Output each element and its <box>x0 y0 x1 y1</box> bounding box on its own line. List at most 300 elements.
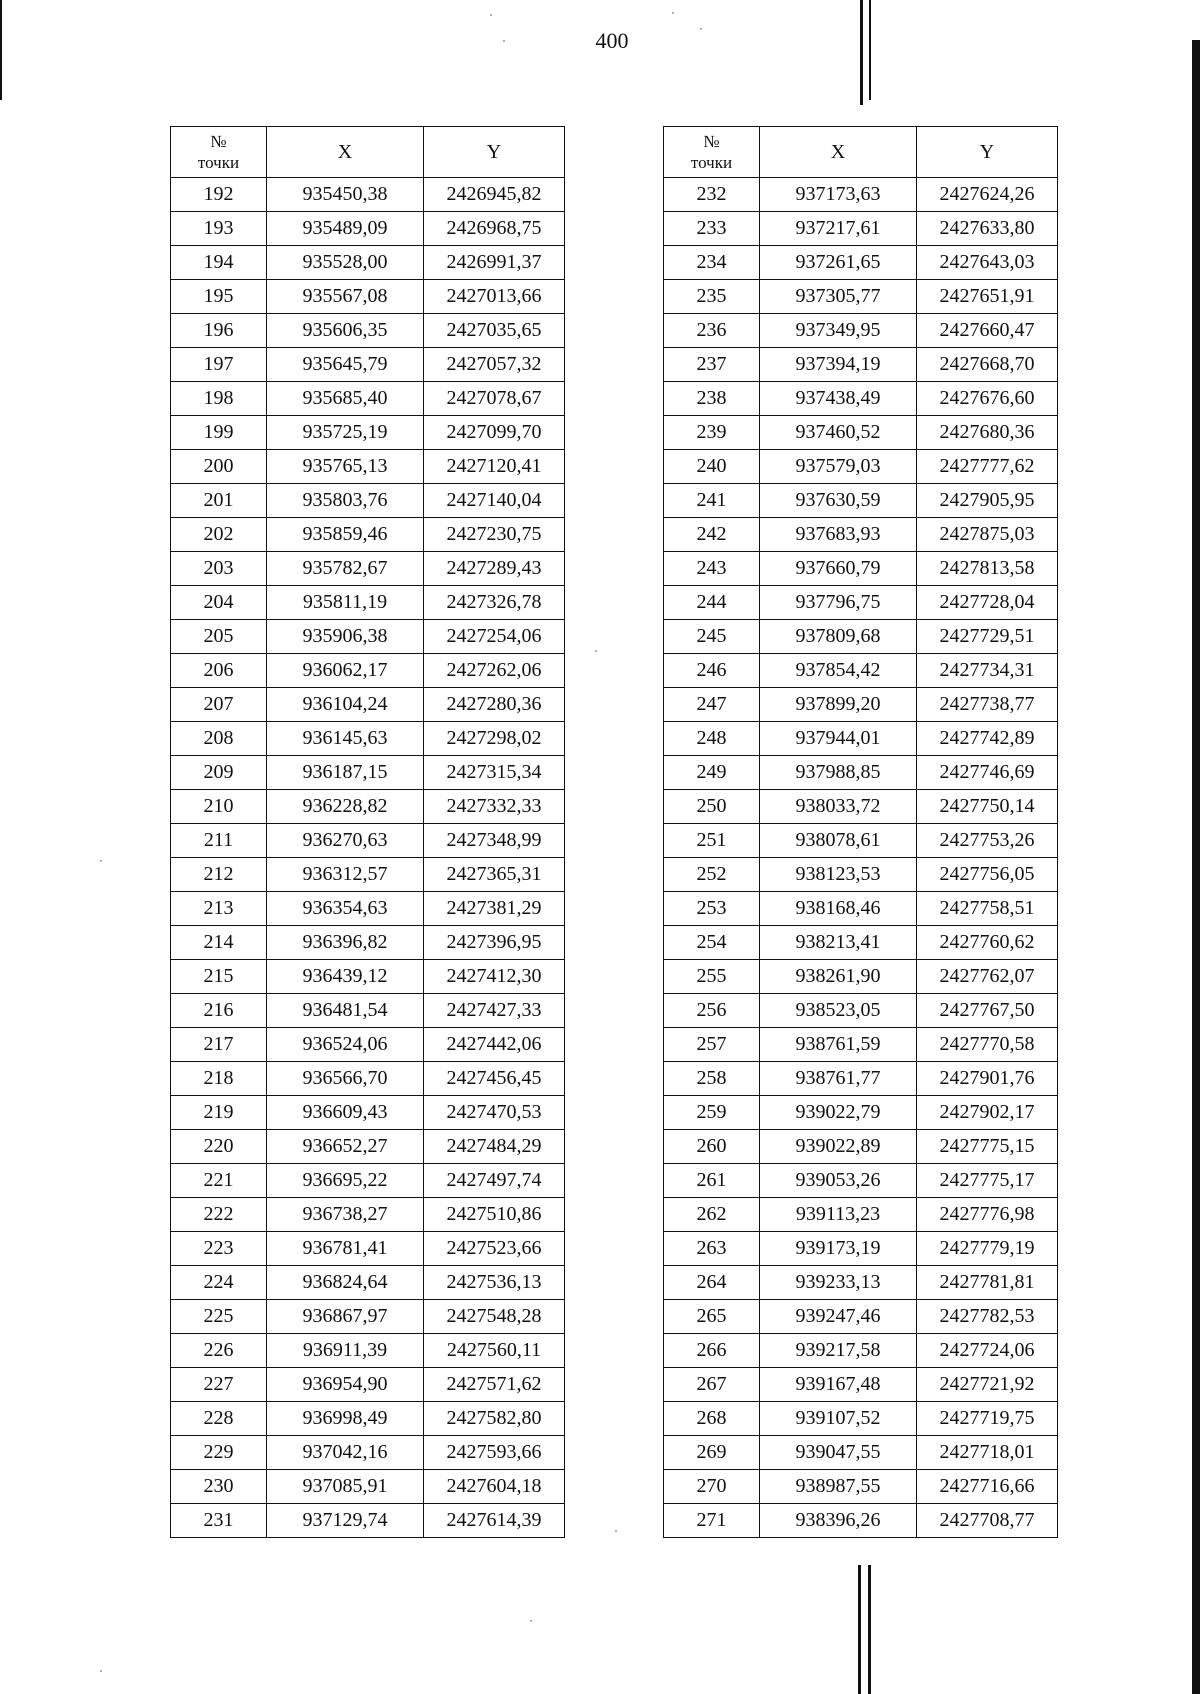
x-coordinate-cell: 936911,39 <box>267 1334 424 1368</box>
x-coordinate-cell: 936738,27 <box>267 1198 424 1232</box>
table-row <box>171 246 565 280</box>
point-number-cell: 238 <box>664 382 760 416</box>
x-coordinate-cell: 937460,52 <box>760 416 917 450</box>
table-row <box>171 1028 565 1062</box>
table-row <box>664 212 1058 246</box>
point-number-cell: 217 <box>171 1028 267 1062</box>
table-row <box>664 314 1058 348</box>
x-coordinate-cell: 938033,72 <box>760 790 917 824</box>
x-coordinate-cell: 939107,52 <box>760 1402 917 1436</box>
table-row <box>664 348 1058 382</box>
y-coordinate-cell: 2427775,15 <box>917 1130 1058 1164</box>
point-number-cell: 196 <box>171 314 267 348</box>
y-coordinate-cell: 2427660,47 <box>917 314 1058 348</box>
table-row <box>664 1402 1058 1436</box>
point-number-cell: 256 <box>664 994 760 1028</box>
point-number-cell: 246 <box>664 654 760 688</box>
x-coordinate-cell: 936354,63 <box>267 892 424 926</box>
table-row <box>171 416 565 450</box>
y-coordinate-cell: 2427776,98 <box>917 1198 1058 1232</box>
x-coordinate-cell: 936270,63 <box>267 824 424 858</box>
x-coordinate-cell: 936439,12 <box>267 960 424 994</box>
y-coordinate-cell: 2427716,66 <box>917 1470 1058 1504</box>
y-coordinate-cell: 2427456,45 <box>424 1062 565 1096</box>
table-row <box>171 892 565 926</box>
y-coordinate-cell: 2427905,95 <box>917 484 1058 518</box>
x-coordinate-cell: 935725,19 <box>267 416 424 450</box>
point-number-cell: 261 <box>664 1164 760 1198</box>
point-number-cell: 271 <box>664 1504 760 1538</box>
y-coordinate-cell: 2427753,26 <box>917 824 1058 858</box>
y-coordinate-cell: 2427746,69 <box>917 756 1058 790</box>
point-number-cell: 250 <box>664 790 760 824</box>
point-number-cell: 195 <box>171 280 267 314</box>
y-coordinate-cell: 2427442,06 <box>424 1028 565 1062</box>
x-coordinate-cell: 936187,15 <box>267 756 424 790</box>
x-coordinate-cell: 938987,55 <box>760 1470 917 1504</box>
point-number-cell: 247 <box>664 688 760 722</box>
x-coordinate-cell: 936695,22 <box>267 1164 424 1198</box>
y-coordinate-cell: 2427782,53 <box>917 1300 1058 1334</box>
table-row <box>664 552 1058 586</box>
table-row <box>171 1402 565 1436</box>
scan-speck <box>100 860 102 862</box>
point-number-cell: 215 <box>171 960 267 994</box>
table-row <box>171 178 565 212</box>
point-number-cell: 270 <box>664 1470 760 1504</box>
x-coordinate-cell: 937630,59 <box>760 484 917 518</box>
point-number-cell: 234 <box>664 246 760 280</box>
y-coordinate-cell: 2427875,03 <box>917 518 1058 552</box>
table-row <box>664 1130 1058 1164</box>
x-coordinate-cell: 936396,82 <box>267 926 424 960</box>
y-coordinate-cell: 2427901,76 <box>917 1062 1058 1096</box>
point-number-cell: 219 <box>171 1096 267 1130</box>
table-row <box>171 484 565 518</box>
y-coordinate-cell: 2427708,77 <box>917 1504 1058 1538</box>
point-number-cell: 218 <box>171 1062 267 1096</box>
table-row <box>171 756 565 790</box>
point-number-header-label: точки <box>690 153 733 172</box>
x-coordinate-cell: 937438,49 <box>760 382 917 416</box>
y-coordinate-cell: 2427813,58 <box>917 552 1058 586</box>
table-row <box>664 1164 1058 1198</box>
scan-speck <box>490 14 492 16</box>
point-number-cell: 245 <box>664 620 760 654</box>
x-coordinate-cell: 938123,53 <box>760 858 917 892</box>
point-number-cell: 202 <box>171 518 267 552</box>
binding-line-center-bottom-2 <box>868 1565 871 1694</box>
y-coordinate-cell: 2427315,34 <box>424 756 565 790</box>
x-coordinate-cell: 937988,85 <box>760 756 917 790</box>
x-header: X <box>267 127 424 178</box>
x-coordinate-cell: 937854,42 <box>760 654 917 688</box>
y-coordinate-cell: 2427760,62 <box>917 926 1058 960</box>
point-number-header-label: точки <box>197 153 240 172</box>
point-number-cell: 204 <box>171 586 267 620</box>
point-number-cell: 235 <box>664 280 760 314</box>
point-number-cell: 249 <box>664 756 760 790</box>
point-number-cell: 201 <box>171 484 267 518</box>
point-number-cell: 237 <box>664 348 760 382</box>
table-row <box>171 994 565 1028</box>
scan-speck <box>615 1530 617 1532</box>
y-coordinate-cell: 2427624,26 <box>917 178 1058 212</box>
y-coordinate-cell: 2427614,39 <box>424 1504 565 1538</box>
table-row <box>171 1368 565 1402</box>
y-coordinate-cell: 2427571,62 <box>424 1368 565 1402</box>
x-coordinate-cell: 939053,26 <box>760 1164 917 1198</box>
point-number-cell: 210 <box>171 790 267 824</box>
x-coordinate-cell: 939173,19 <box>760 1232 917 1266</box>
x-coordinate-cell: 936228,82 <box>267 790 424 824</box>
table-body <box>664 178 1058 1538</box>
table-row <box>171 722 565 756</box>
y-coordinate-cell: 2427777,62 <box>917 450 1058 484</box>
y-coordinate-cell: 2427781,81 <box>917 1266 1058 1300</box>
x-coordinate-cell: 937173,63 <box>760 178 917 212</box>
x-coordinate-cell: 935811,19 <box>267 586 424 620</box>
y-coordinate-cell: 2427548,28 <box>424 1300 565 1334</box>
y-coordinate-cell: 2427668,70 <box>917 348 1058 382</box>
point-number-cell: 267 <box>664 1368 760 1402</box>
y-coordinate-cell: 2427536,13 <box>424 1266 565 1300</box>
x-coordinate-cell: 937217,61 <box>760 212 917 246</box>
y-coordinate-cell: 2427470,53 <box>424 1096 565 1130</box>
table-row <box>171 212 565 246</box>
table-row <box>171 1232 565 1266</box>
table-row <box>171 1334 565 1368</box>
table-row <box>664 722 1058 756</box>
point-number-cell: 240 <box>664 450 760 484</box>
y-coordinate-cell: 2427280,36 <box>424 688 565 722</box>
x-coordinate-cell: 935859,46 <box>267 518 424 552</box>
table-row <box>171 552 565 586</box>
y-coordinate-cell: 2427651,91 <box>917 280 1058 314</box>
y-coordinate-cell: 2427729,51 <box>917 620 1058 654</box>
point-number-cell: 216 <box>171 994 267 1028</box>
table-row <box>664 1504 1058 1538</box>
table-row <box>664 756 1058 790</box>
x-coordinate-cell: 938078,61 <box>760 824 917 858</box>
table-row <box>664 790 1058 824</box>
y-coordinate-cell: 2427724,06 <box>917 1334 1058 1368</box>
table-row <box>664 824 1058 858</box>
table-row <box>664 688 1058 722</box>
y-coordinate-cell: 2427742,89 <box>917 722 1058 756</box>
y-coordinate-cell: 2427396,95 <box>424 926 565 960</box>
table-row <box>664 450 1058 484</box>
point-number-cell: 243 <box>664 552 760 586</box>
y-coordinate-cell: 2427643,03 <box>917 246 1058 280</box>
table-row <box>171 1470 565 1504</box>
table-row <box>171 518 565 552</box>
y-coordinate-cell: 2427298,02 <box>424 722 565 756</box>
point-number-cell: 221 <box>171 1164 267 1198</box>
binding-line-center-bottom <box>858 1565 861 1694</box>
y-coordinate-cell: 2427013,66 <box>424 280 565 314</box>
point-number-cell: 197 <box>171 348 267 382</box>
table-row <box>664 518 1058 552</box>
table-row <box>664 1300 1058 1334</box>
y-coordinate-cell: 2427332,33 <box>424 790 565 824</box>
page-number: 400 <box>595 28 629 53</box>
point-number-cell: 248 <box>664 722 760 756</box>
table-row <box>171 280 565 314</box>
point-number-cell: 212 <box>171 858 267 892</box>
table-row <box>171 1198 565 1232</box>
y-header: Y <box>917 127 1058 178</box>
x-coordinate-cell: 937129,74 <box>267 1504 424 1538</box>
table-row <box>171 620 565 654</box>
point-number-cell: 227 <box>171 1368 267 1402</box>
table-row <box>171 688 565 722</box>
point-number-cell: 230 <box>171 1470 267 1504</box>
point-number-cell: 266 <box>664 1334 760 1368</box>
table-row <box>171 1504 565 1538</box>
point-number-cell: 192 <box>171 178 267 212</box>
y-coordinate-cell: 2427756,05 <box>917 858 1058 892</box>
point-number-cell: 264 <box>664 1266 760 1300</box>
x-coordinate-cell: 937796,75 <box>760 586 917 620</box>
x-coordinate-cell: 939022,89 <box>760 1130 917 1164</box>
point-number-cell: 203 <box>171 552 267 586</box>
y-coordinate-cell: 2427120,41 <box>424 450 565 484</box>
x-coordinate-cell: 938396,26 <box>760 1504 917 1538</box>
y-coordinate-cell: 2427057,32 <box>424 348 565 382</box>
table-row <box>171 960 565 994</box>
y-coordinate-cell: 2427140,04 <box>424 484 565 518</box>
x-coordinate-cell: 936481,54 <box>267 994 424 1028</box>
y-coordinate-cell: 2427497,74 <box>424 1164 565 1198</box>
point-number-cell: 209 <box>171 756 267 790</box>
y-coordinate-cell: 2427718,01 <box>917 1436 1058 1470</box>
y-coordinate-cell: 2427326,78 <box>424 586 565 620</box>
y-coordinate-cell: 2426945,82 <box>424 178 565 212</box>
x-coordinate-cell: 937261,65 <box>760 246 917 280</box>
point-number-header <box>664 127 760 178</box>
point-number-cell: 259 <box>664 1096 760 1130</box>
point-number-cell: 207 <box>171 688 267 722</box>
y-coordinate-cell: 2427484,29 <box>424 1130 565 1164</box>
y-coordinate-cell: 2427767,50 <box>917 994 1058 1028</box>
y-coordinate-cell: 2427676,60 <box>917 382 1058 416</box>
point-number-cell: 244 <box>664 586 760 620</box>
x-coordinate-cell: 939022,79 <box>760 1096 917 1130</box>
table-row <box>664 1266 1058 1300</box>
table-row <box>171 1436 565 1470</box>
x-coordinate-cell: 935685,40 <box>267 382 424 416</box>
binding-line-right-edge <box>1192 40 1200 1694</box>
table-row <box>171 654 565 688</box>
point-number-cell: 233 <box>664 212 760 246</box>
y-coordinate-cell: 2427758,51 <box>917 892 1058 926</box>
point-number-cell: 236 <box>664 314 760 348</box>
y-coordinate-cell: 2427750,14 <box>917 790 1058 824</box>
x-coordinate-cell: 937899,20 <box>760 688 917 722</box>
y-header: Y <box>424 127 565 178</box>
y-coordinate-cell: 2427035,65 <box>424 314 565 348</box>
point-number-cell: 241 <box>664 484 760 518</box>
table-row <box>171 1300 565 1334</box>
table-body <box>171 178 565 1538</box>
table-row <box>171 824 565 858</box>
x-coordinate-cell: 936062,17 <box>267 654 424 688</box>
table-row <box>171 382 565 416</box>
x-coordinate-cell: 935567,08 <box>267 280 424 314</box>
x-coordinate-cell: 937349,95 <box>760 314 917 348</box>
table-row <box>664 1198 1058 1232</box>
table-row <box>664 1368 1058 1402</box>
table-row <box>664 178 1058 212</box>
y-coordinate-cell: 2427348,99 <box>424 824 565 858</box>
table-row <box>171 1096 565 1130</box>
y-coordinate-cell: 2427762,07 <box>917 960 1058 994</box>
point-number-cell: 257 <box>664 1028 760 1062</box>
x-coordinate-cell: 939113,23 <box>760 1198 917 1232</box>
point-number-cell: 225 <box>171 1300 267 1334</box>
y-coordinate-cell: 2427289,43 <box>424 552 565 586</box>
scan-speck <box>700 28 702 30</box>
x-coordinate-cell: 937394,19 <box>760 348 917 382</box>
point-number-cell: 262 <box>664 1198 760 1232</box>
x-coordinate-cell: 937683,93 <box>760 518 917 552</box>
table-row <box>664 586 1058 620</box>
point-number-cell: 260 <box>664 1130 760 1164</box>
x-coordinate-cell: 935528,00 <box>267 246 424 280</box>
y-coordinate-cell: 2427582,80 <box>424 1402 565 1436</box>
point-number-cell: 268 <box>664 1402 760 1436</box>
x-coordinate-cell: 936145,63 <box>267 722 424 756</box>
y-coordinate-cell: 2427510,86 <box>424 1198 565 1232</box>
x-coordinate-cell: 937085,91 <box>267 1470 424 1504</box>
table-row <box>171 314 565 348</box>
y-coordinate-cell: 2427427,33 <box>424 994 565 1028</box>
point-number-cell: 228 <box>171 1402 267 1436</box>
point-number-cell: 239 <box>664 416 760 450</box>
point-number-header <box>171 127 267 178</box>
point-number-cell: 206 <box>171 654 267 688</box>
x-coordinate-cell: 938523,05 <box>760 994 917 1028</box>
point-number-cell: 231 <box>171 1504 267 1538</box>
point-number-cell: 199 <box>171 416 267 450</box>
table-row <box>664 620 1058 654</box>
table-row <box>664 1334 1058 1368</box>
table-row <box>664 858 1058 892</box>
x-coordinate-cell: 936824,64 <box>267 1266 424 1300</box>
table-row <box>171 926 565 960</box>
coordinates-table-left <box>170 126 565 1538</box>
point-number-cell: 222 <box>171 1198 267 1232</box>
table-row <box>664 960 1058 994</box>
x-coordinate-cell: 935489,09 <box>267 212 424 246</box>
table-row <box>171 1130 565 1164</box>
x-coordinate-cell: 936954,90 <box>267 1368 424 1402</box>
x-coordinate-cell: 935645,79 <box>267 348 424 382</box>
x-coordinate-cell: 935906,38 <box>267 620 424 654</box>
table-row <box>171 1266 565 1300</box>
table-row <box>664 654 1058 688</box>
x-coordinate-cell: 938761,59 <box>760 1028 917 1062</box>
x-coordinate-cell: 939217,58 <box>760 1334 917 1368</box>
point-number-cell: 253 <box>664 892 760 926</box>
table-row <box>664 416 1058 450</box>
y-coordinate-cell: 2427230,75 <box>424 518 565 552</box>
point-number-cell: 213 <box>171 892 267 926</box>
y-coordinate-cell: 2427593,66 <box>424 1436 565 1470</box>
point-number-cell: 198 <box>171 382 267 416</box>
table-row <box>664 994 1058 1028</box>
x-coordinate-cell: 938261,90 <box>760 960 917 994</box>
table-row <box>664 280 1058 314</box>
y-coordinate-cell: 2427523,66 <box>424 1232 565 1266</box>
x-coordinate-cell: 939247,46 <box>760 1300 917 1334</box>
x-coordinate-cell: 938761,77 <box>760 1062 917 1096</box>
y-coordinate-cell: 2426968,75 <box>424 212 565 246</box>
table-row <box>171 586 565 620</box>
y-coordinate-cell: 2427775,17 <box>917 1164 1058 1198</box>
y-coordinate-cell: 2427365,31 <box>424 858 565 892</box>
y-coordinate-cell: 2427719,75 <box>917 1402 1058 1436</box>
x-coordinate-cell: 937809,68 <box>760 620 917 654</box>
table-row <box>171 1062 565 1096</box>
x-coordinate-cell: 938168,46 <box>760 892 917 926</box>
y-coordinate-cell: 2427738,77 <box>917 688 1058 722</box>
table-row <box>664 1062 1058 1096</box>
point-number-header-symbol: № <box>210 132 227 151</box>
x-coordinate-cell: 935782,67 <box>267 552 424 586</box>
x-coordinate-cell: 936652,27 <box>267 1130 424 1164</box>
table-row <box>171 348 565 382</box>
table-row <box>664 484 1058 518</box>
point-number-header-symbol: № <box>703 132 720 151</box>
y-coordinate-cell: 2427381,29 <box>424 892 565 926</box>
x-coordinate-cell: 935450,38 <box>267 178 424 212</box>
y-coordinate-cell: 2427902,17 <box>917 1096 1058 1130</box>
x-coordinate-cell: 936566,70 <box>267 1062 424 1096</box>
scan-speck <box>100 1670 102 1672</box>
table-row <box>664 926 1058 960</box>
table-header-row <box>664 127 1058 178</box>
table-row <box>664 1470 1058 1504</box>
x-coordinate-cell: 939167,48 <box>760 1368 917 1402</box>
y-coordinate-cell: 2427680,36 <box>917 416 1058 450</box>
point-number-cell: 220 <box>171 1130 267 1164</box>
y-coordinate-cell: 2427734,31 <box>917 654 1058 688</box>
y-coordinate-cell: 2427412,30 <box>424 960 565 994</box>
point-number-cell: 265 <box>664 1300 760 1334</box>
point-number-cell: 254 <box>664 926 760 960</box>
point-number-cell: 252 <box>664 858 760 892</box>
scan-speck <box>503 40 505 42</box>
coordinates-table-right <box>663 126 1058 1538</box>
x-coordinate-cell: 939047,55 <box>760 1436 917 1470</box>
point-number-cell: 251 <box>664 824 760 858</box>
y-coordinate-cell: 2427728,04 <box>917 586 1058 620</box>
y-coordinate-cell: 2427560,11 <box>424 1334 565 1368</box>
point-number-cell: 263 <box>664 1232 760 1266</box>
point-number-cell: 194 <box>171 246 267 280</box>
table-row <box>664 1028 1058 1062</box>
y-coordinate-cell: 2427721,92 <box>917 1368 1058 1402</box>
x-coordinate-cell: 935606,35 <box>267 314 424 348</box>
x-coordinate-cell: 938213,41 <box>760 926 917 960</box>
x-coordinate-cell: 937944,01 <box>760 722 917 756</box>
x-coordinate-cell: 936781,41 <box>267 1232 424 1266</box>
x-coordinate-cell: 936998,49 <box>267 1402 424 1436</box>
y-coordinate-cell: 2427633,80 <box>917 212 1058 246</box>
point-number-cell: 193 <box>171 212 267 246</box>
